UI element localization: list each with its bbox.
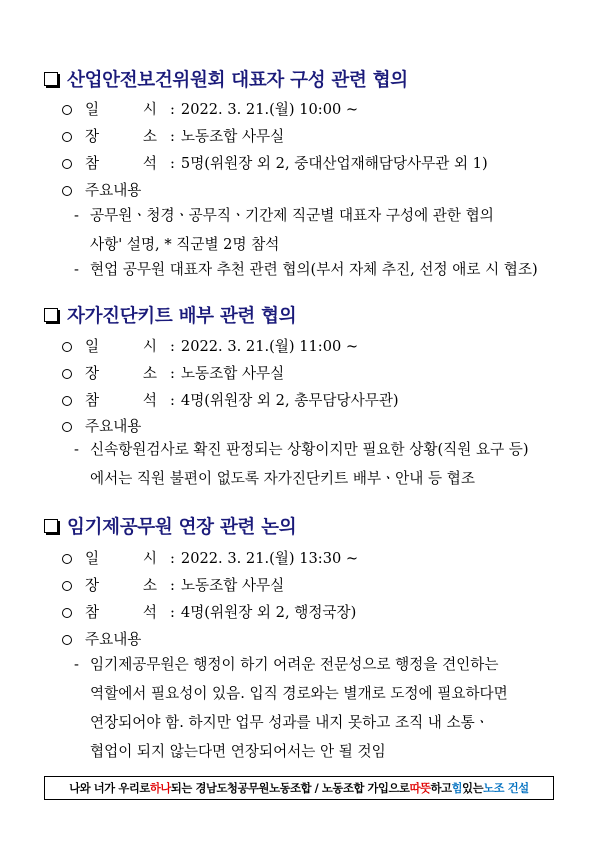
circle-bullet-icon (62, 635, 72, 645)
item-line: 현업 공무원 대표자 추천 관련 협의(부서 자체 추진, 선정 애로 시 협조) (90, 261, 538, 278)
item-line: 신속항원검사로 확진 판정되는 상황이지만 필요한 상황(직원 요구 등) (90, 441, 529, 458)
colon: : (170, 338, 175, 355)
colon: : (170, 128, 175, 145)
section-title-3 (44, 511, 296, 541)
label-char: 소 (142, 365, 157, 382)
colon: : (170, 155, 175, 172)
colon: : (170, 604, 175, 621)
label-char: 일 (85, 550, 100, 567)
slogan-highlight-red: 하나 (149, 782, 171, 795)
content-row (62, 181, 141, 201)
date-row (62, 337, 358, 357)
content-row (62, 630, 141, 650)
circle-bullet-icon (62, 396, 72, 406)
item-line: 사항' 설명, * 직군별 2명 참석 (90, 236, 280, 253)
slogan-text: 하고 (430, 782, 452, 795)
circle-bullet-icon (62, 132, 72, 142)
slogan-text: 있는 (462, 782, 484, 795)
attend-row (62, 391, 399, 411)
circle-bullet-icon (62, 105, 72, 115)
content-label: 주요내용 (85, 182, 142, 199)
slogan-highlight-blue: 노조 건설 (483, 782, 529, 795)
content-item: - 공무원ㆍ청경ㆍ공무직ㆍ기간제 직군별 대표자 구성에 관한 협의 사항' 설명, * 직군별 2명 참석 (74, 201, 566, 259)
item-line: 연장되어야 함. 하지만 업무 성과를 내지 못하고 조직 내 소통ㆍ (90, 714, 489, 731)
colon: : (170, 392, 175, 409)
circle-bullet-icon (62, 608, 72, 618)
label-char: 석 (142, 604, 157, 621)
label-char: 석 (142, 392, 157, 409)
circle-bullet-icon (62, 422, 72, 432)
section-title-2 (44, 300, 296, 330)
content-label: 주요내용 (85, 418, 142, 435)
circle-bullet-icon (62, 581, 72, 591)
circle-bullet-icon (62, 186, 72, 196)
content-item: - 현업 공무원 대표자 추천 관련 협의(부서 자체 추진, 선정 애로 시 협조) (74, 261, 538, 278)
content-row (62, 417, 141, 437)
attend-row (62, 154, 488, 174)
circle-bullet-icon (62, 554, 72, 564)
place-row (62, 576, 284, 596)
slogan-text: 되는 경남도청공무원노동조합 / 노동조합 가입으로 (170, 782, 410, 795)
attend-row (62, 603, 356, 623)
section-title-1 (44, 64, 408, 94)
attend-value: 4명(위원장 외 2, 행정국장) (180, 604, 357, 621)
circle-bullet-icon (62, 159, 72, 169)
date-value: 2022. 3. 21.(월) 13:30 ~ (180, 550, 359, 567)
label-char: 장 (85, 577, 100, 594)
label-char: 일 (85, 101, 100, 118)
colon: : (170, 550, 175, 567)
attend-value: 4명(위원장 외 2, 총무담당사무관) (180, 392, 399, 409)
place-row (62, 364, 284, 384)
item-line: 공무원ㆍ청경ㆍ공무직ㆍ기간제 직군별 대표자 구성에 관한 협의 (90, 207, 494, 224)
label-char: 일 (85, 338, 100, 355)
circle-bullet-icon (62, 342, 72, 352)
label-char: 시 (142, 338, 157, 355)
label-char: 장 (85, 128, 100, 145)
attend-value: 5명(위원장 외 2, 중대산업재해담당사무관 외 1) (180, 155, 488, 172)
label-char: 시 (142, 101, 157, 118)
label-char: 시 (142, 550, 157, 567)
checkbox-icon (44, 308, 58, 322)
date-row (62, 100, 358, 120)
label-char: 장 (85, 365, 100, 382)
place-value: 노동조합 사무실 (180, 365, 285, 382)
section-title-text: 자가진단키트 배부 관련 협의 (67, 306, 297, 327)
date-value: 2022. 3. 21.(월) 11:00 ~ (180, 338, 359, 355)
label-char: 석 (142, 155, 157, 172)
label-char: 참 (85, 392, 100, 409)
label-char: 참 (85, 155, 100, 172)
label-char: 소 (142, 577, 157, 594)
checkbox-icon (44, 72, 58, 86)
slogan-highlight-red: 따뜻 (409, 782, 431, 795)
date-value: 2022. 3. 21.(월) 10:00 ~ (180, 101, 359, 118)
item-line: 역할에서 필요성이 있음. 입직 경로와는 별개로 도정에 필요하다면 (90, 685, 508, 702)
content-item: - 임기제공무원은 행정이 하기 어려운 전문성으로 행정을 견인하는 역할에서 필요성이 있음. 입직 경로와는 별개로 도정에 필요하다면 연장되어야 함. 하지만 업무 성과를 내지 못하고 조직 내 소통ㆍ 협업이 되지 않는다면 연장되어서는 안 될 것임 (74, 650, 566, 766)
content-label: 주요내용 (85, 631, 142, 648)
section-title-text: 임기제공무원 연장 관련 논의 (67, 517, 297, 538)
colon: : (170, 365, 175, 382)
colon: : (170, 577, 175, 594)
colon: : (170, 101, 175, 118)
place-value: 노동조합 사무실 (180, 577, 285, 594)
checkbox-icon (44, 519, 58, 533)
place-value: 노동조합 사무실 (180, 128, 285, 145)
slogan-text: 나와 너가 우리로 (69, 782, 150, 795)
slogan-banner (44, 776, 554, 800)
slogan-highlight-blue: 힘 (451, 782, 463, 795)
label-char: 참 (85, 604, 100, 621)
item-line: 협업이 되지 않는다면 연장되어서는 안 될 것임 (90, 743, 386, 760)
item-line: 임기제공무원은 행정이 하기 어려운 전문성으로 행정을 견인하는 (90, 656, 499, 673)
section-title-text: 산업안전보건위원회 대표자 구성 관련 협의 (67, 70, 408, 91)
place-row (62, 127, 284, 147)
item-line: 에서는 직원 불편이 없도록 자가진단키트 배부ㆍ안내 등 협조 (90, 470, 475, 487)
label-char: 소 (142, 128, 157, 145)
circle-bullet-icon (62, 369, 72, 379)
date-row (62, 549, 358, 569)
content-item: - 신속항원검사로 확진 판정되는 상황이지만 필요한 상황(직원 요구 등) 에서는 직원 불편이 없도록 자가진단키트 배부ㆍ안내 등 협조 (74, 435, 566, 493)
